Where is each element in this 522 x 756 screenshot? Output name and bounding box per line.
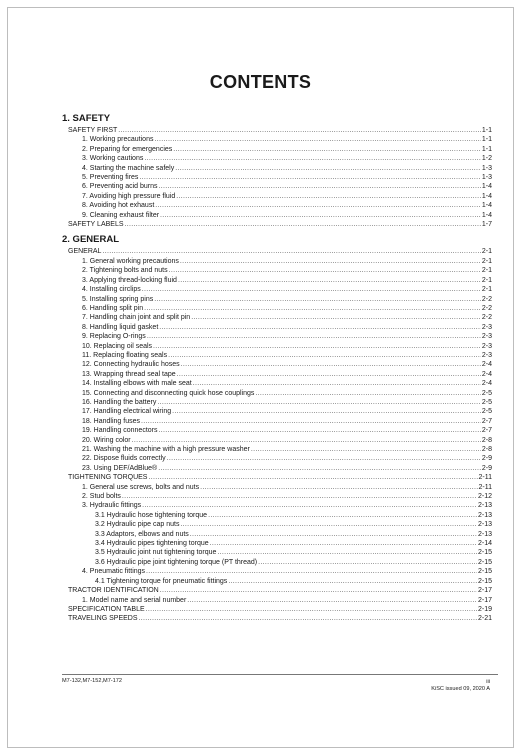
toc-entry-page: 2-2 bbox=[481, 304, 492, 312]
section-heading: 2. GENERAL bbox=[62, 234, 120, 246]
toc-entry-label: SPECIFICATION TABLE bbox=[68, 605, 145, 613]
toc-entry-label: 3. Hydraulic fittings bbox=[82, 502, 142, 510]
dot-leader bbox=[193, 379, 481, 388]
toc-entry-page: 1-4 bbox=[481, 202, 492, 210]
toc-entry-page: 1-4 bbox=[481, 192, 492, 200]
toc-entry-page: 2-8 bbox=[481, 436, 492, 444]
toc-entry[interactable] bbox=[62, 436, 492, 445]
toc-entry-page: 2-12 bbox=[477, 493, 492, 501]
toc-entry-page: 2-5 bbox=[481, 408, 492, 416]
toc-entry[interactable] bbox=[62, 135, 492, 144]
toc-entry-page: 2-2 bbox=[481, 295, 492, 303]
toc-entry-label: 2. Preparing for emergencies bbox=[82, 145, 173, 153]
dot-leader bbox=[172, 407, 481, 416]
toc-entry-label: 4. Pneumatic fittings bbox=[82, 568, 146, 576]
toc-entry-label: 8. Avoiding hot exhaust bbox=[82, 202, 155, 210]
dot-leader bbox=[141, 417, 481, 426]
dot-leader bbox=[154, 135, 480, 144]
toc-entry-label: 12. Connecting hydraulic hoses bbox=[82, 361, 180, 369]
toc-entry-page: 2-15 bbox=[477, 549, 492, 557]
toc-entry-label: 3.1 Hydraulic hose tightening torque bbox=[95, 511, 208, 519]
toc-entry-page: 2-1 bbox=[481, 276, 492, 284]
toc-entry-label: 3.3 Adaptors, elbows and nuts bbox=[95, 530, 189, 538]
dot-leader bbox=[139, 173, 480, 182]
toc-entry-page: 2-11 bbox=[478, 474, 492, 482]
toc-entry-page: 2-11 bbox=[478, 483, 492, 491]
toc-entry-page: 2-5 bbox=[481, 389, 492, 397]
toc-entry-label: 7. Handling chain joint and split pin bbox=[82, 314, 191, 322]
toc-entry[interactable] bbox=[62, 285, 492, 294]
toc-entry[interactable] bbox=[62, 567, 492, 576]
toc-entry-page: 2-4 bbox=[481, 370, 492, 378]
toc-entry[interactable] bbox=[62, 530, 492, 539]
toc-entry[interactable] bbox=[62, 182, 492, 191]
dot-leader bbox=[173, 145, 481, 154]
toc-entry[interactable] bbox=[62, 295, 492, 304]
toc-entry[interactable] bbox=[62, 520, 492, 529]
toc-entry-label: 9. Replacing O-rings bbox=[82, 333, 146, 341]
toc-entry-page: 2-7 bbox=[481, 427, 492, 435]
toc-entry-label: 6. Handling split pin bbox=[82, 304, 144, 312]
toc-entry-label: 14. Installing elbows with male seat bbox=[82, 380, 192, 388]
toc-entry-page: 1-4 bbox=[481, 183, 492, 191]
toc-entry-page: 1-3 bbox=[481, 174, 492, 182]
dot-leader bbox=[208, 511, 477, 520]
dot-leader bbox=[154, 295, 481, 304]
toc-entry-page: 1-1 bbox=[481, 145, 492, 153]
dot-leader bbox=[125, 220, 481, 229]
toc-entry-label: 3. Working cautions bbox=[82, 155, 144, 163]
toc-entry-label: 22. Dispose fluids correctly bbox=[82, 455, 166, 463]
toc-entry[interactable] bbox=[62, 342, 492, 351]
toc-entry[interactable] bbox=[62, 164, 492, 173]
toc-entry[interactable] bbox=[62, 247, 492, 256]
dot-leader bbox=[132, 436, 481, 445]
toc-entry-page: 1-1 bbox=[481, 136, 492, 144]
toc-entry[interactable] bbox=[62, 276, 492, 285]
toc-entry-label: TRAVELING SPEEDS bbox=[68, 615, 138, 623]
toc-entry-page: 2-9 bbox=[481, 464, 492, 472]
dot-leader bbox=[158, 464, 481, 473]
toc-entry[interactable] bbox=[62, 389, 492, 398]
toc-entry[interactable] bbox=[62, 398, 492, 407]
dot-leader bbox=[118, 126, 481, 135]
toc-entry-label: GENERAL bbox=[68, 248, 102, 256]
toc-entry-page: 2-13 bbox=[477, 511, 492, 519]
toc-entry-label: 10. Replacing oil seals bbox=[82, 342, 153, 350]
dot-leader bbox=[160, 211, 481, 220]
dot-leader bbox=[157, 398, 481, 407]
toc-entry-page: 1-1 bbox=[481, 127, 492, 134]
toc-entry-page: 2-8 bbox=[481, 446, 492, 453]
toc-entry-page: 2-15 bbox=[477, 558, 492, 566]
toc-entry-page: 2-3 bbox=[481, 333, 492, 341]
toc-entry-page: 2-13 bbox=[477, 502, 492, 510]
dot-leader bbox=[147, 332, 481, 341]
footer-issue: KiSC issued 09, 2020 A bbox=[431, 686, 490, 692]
toc-entry[interactable] bbox=[62, 379, 492, 388]
toc-entry-page: 2-9 bbox=[481, 455, 492, 463]
toc-entry-page: 1-2 bbox=[481, 155, 492, 163]
dot-leader bbox=[175, 164, 481, 173]
dot-leader bbox=[210, 539, 477, 548]
page-title: CONTENTS bbox=[209, 72, 312, 92]
dot-leader bbox=[251, 445, 481, 454]
dot-leader bbox=[146, 567, 477, 576]
toc-entry-page: 2-15 bbox=[477, 577, 492, 585]
dot-leader bbox=[217, 548, 477, 557]
toc-entry-page: 2-7 bbox=[481, 417, 492, 425]
toc-entry[interactable] bbox=[62, 614, 492, 623]
dot-leader bbox=[187, 596, 477, 605]
dot-leader bbox=[255, 389, 480, 398]
toc-entry-label: TRACTOR IDENTIFICATION bbox=[68, 587, 159, 595]
dot-leader bbox=[180, 257, 481, 266]
footer-page-number: iii bbox=[486, 679, 490, 685]
toc-entry[interactable] bbox=[62, 220, 492, 229]
dot-leader bbox=[159, 426, 481, 435]
toc-entry[interactable] bbox=[62, 323, 492, 332]
dot-leader bbox=[181, 360, 481, 369]
toc-entry-page: 2-3 bbox=[481, 323, 492, 331]
toc-entry[interactable] bbox=[62, 596, 492, 605]
dot-leader bbox=[169, 266, 481, 275]
toc-entry-label: SAFETY LABELS bbox=[68, 221, 124, 229]
toc-entry-label: 2. Tightening bolts and nuts bbox=[82, 267, 168, 275]
toc-entry[interactable] bbox=[62, 492, 492, 501]
dot-leader bbox=[159, 182, 481, 191]
toc-entry-page: 2-1 bbox=[481, 286, 492, 294]
toc-entry-label: 1. General working precautions bbox=[82, 257, 179, 265]
toc-entry-label: TIGHTENING TORQUES bbox=[68, 474, 148, 482]
toc-entry-page: 1-3 bbox=[481, 164, 492, 172]
toc-entry-label: 3.2 Hydraulic pipe cap nuts bbox=[95, 521, 180, 529]
dot-leader bbox=[142, 285, 481, 294]
toc-entry[interactable] bbox=[62, 145, 492, 154]
toc-entry[interactable] bbox=[62, 332, 492, 341]
toc-entry-page: 2-1 bbox=[481, 267, 492, 275]
toc-entry-label: 5. Preventing fires bbox=[82, 174, 139, 182]
dot-leader bbox=[139, 614, 477, 623]
dot-leader bbox=[102, 247, 480, 256]
toc-entry-label: 1. General use screws, bolts and nuts bbox=[82, 483, 200, 491]
footer-models: M7-132,M7-152,M7-172 bbox=[62, 678, 123, 684]
footer-divider bbox=[62, 674, 498, 675]
toc-entry-label: 20. Wiring color bbox=[82, 436, 131, 444]
dot-leader bbox=[180, 520, 477, 529]
toc-entry-page: 2-21 bbox=[477, 615, 492, 623]
section-heading: 1. SAFETY bbox=[62, 113, 111, 124]
dot-leader bbox=[153, 342, 481, 351]
toc-entry[interactable] bbox=[62, 539, 492, 548]
toc-entry-label: 1. Model name and serial number bbox=[82, 596, 187, 604]
toc-entry[interactable] bbox=[62, 201, 492, 210]
toc-entry[interactable] bbox=[62, 605, 492, 614]
document-page bbox=[7, 7, 514, 748]
toc-entry-label: 19. Handling connectors bbox=[82, 427, 158, 435]
dot-leader bbox=[122, 492, 477, 501]
toc-entry-page: 2-1 bbox=[481, 248, 492, 256]
toc-entry[interactable] bbox=[62, 360, 492, 369]
toc-entry-page: 2-19 bbox=[477, 605, 492, 613]
toc-entry-page: 2-17 bbox=[477, 596, 492, 604]
toc-entry-page: 2-15 bbox=[477, 568, 492, 576]
dot-leader bbox=[200, 483, 477, 492]
toc-entry[interactable] bbox=[62, 417, 492, 426]
toc-entry-label: 13. Wrapping thread seal tape bbox=[82, 370, 176, 378]
dot-leader bbox=[146, 605, 477, 614]
toc-entry[interactable] bbox=[62, 426, 492, 435]
toc-entry-label: 15. Connecting and disconnecting quick hose couplings bbox=[82, 389, 255, 397]
toc-entry[interactable] bbox=[62, 313, 492, 322]
table-of-contents bbox=[62, 110, 492, 624]
toc-entry-page: 2-13 bbox=[477, 521, 492, 529]
toc-entry[interactable] bbox=[62, 173, 492, 182]
toc-entry-label: 3.4 Hydraulic pipes tightening torque bbox=[95, 540, 209, 548]
toc-entry-page: 2-3 bbox=[481, 351, 492, 359]
toc-entry-label: 17. Handling electrical wiring bbox=[82, 408, 172, 416]
toc-entry-page: 2-3 bbox=[481, 342, 492, 350]
dot-leader bbox=[148, 473, 477, 482]
toc-entry-label: 1. Working precautions bbox=[82, 136, 154, 144]
toc-entry-label: 5. Installing spring pins bbox=[82, 295, 154, 303]
toc-entry-label: 23. Using DEF/AdBlue® bbox=[82, 464, 158, 472]
toc-entry-page: 2-14 bbox=[477, 540, 492, 548]
toc-entry-label: 16. Handling the battery bbox=[82, 398, 157, 406]
dot-leader bbox=[258, 558, 477, 567]
toc-entry[interactable] bbox=[62, 501, 492, 510]
dot-leader bbox=[160, 586, 477, 595]
toc-entry[interactable] bbox=[62, 154, 492, 163]
dot-leader bbox=[144, 304, 481, 313]
dot-leader bbox=[155, 201, 481, 210]
toc-entry-label: 6. Preventing acid burns bbox=[82, 183, 158, 191]
dot-leader bbox=[191, 313, 481, 322]
toc-entry[interactable] bbox=[62, 304, 492, 313]
toc-entry[interactable] bbox=[62, 558, 492, 567]
toc-entry[interactable] bbox=[62, 511, 492, 520]
dot-leader bbox=[167, 454, 481, 463]
toc-entry[interactable] bbox=[62, 126, 492, 135]
toc-entry-label: 7. Avoiding high pressure fluid bbox=[82, 192, 176, 200]
toc-entry-page: 2-1 bbox=[481, 257, 492, 265]
toc-entry-label: 4.1 Tightening torque for pneumatic fittings bbox=[95, 577, 228, 585]
toc-entry-label: 3.6 Hydraulic pipe joint tightening torque (PT thread) bbox=[95, 558, 258, 566]
toc-entry-page: 1-7 bbox=[481, 221, 492, 229]
toc-entry-label: 3.5 Hydraulic joint nut tightening torque bbox=[95, 549, 217, 557]
toc-entry[interactable] bbox=[62, 257, 492, 266]
toc-entry[interactable] bbox=[62, 586, 492, 595]
toc-entry[interactable] bbox=[62, 445, 492, 454]
toc-entry[interactable] bbox=[62, 454, 492, 463]
toc-entry-label: 4. Starting the machine safely bbox=[82, 164, 175, 172]
toc-entry-label: 3. Applying thread-locking fluid bbox=[82, 276, 177, 284]
toc-entry[interactable] bbox=[62, 577, 492, 586]
toc-entry-page: 2-13 bbox=[477, 530, 492, 538]
dot-leader bbox=[159, 323, 481, 332]
toc-entry[interactable] bbox=[62, 192, 492, 201]
toc-entry-label: 2. Stud bolts bbox=[82, 493, 121, 501]
toc-entry[interactable] bbox=[62, 464, 492, 473]
toc-entry-page: 2-17 bbox=[477, 587, 492, 595]
toc-entry-label: 21. Washing the machine with a high pressure washer bbox=[82, 446, 250, 453]
toc-entry[interactable] bbox=[62, 370, 492, 379]
toc-entry-page: 2-5 bbox=[481, 398, 492, 406]
toc-entry-label: SAFETY FIRST bbox=[68, 127, 118, 134]
toc-entry[interactable] bbox=[62, 407, 492, 416]
toc-entry[interactable] bbox=[62, 483, 492, 492]
toc-entry[interactable] bbox=[62, 548, 492, 557]
toc-entry-label: 4. Installing circlips bbox=[82, 286, 141, 294]
toc-entry-label: 11. Replacing floating seals bbox=[82, 351, 168, 359]
footer-right bbox=[431, 679, 490, 693]
toc-entry[interactable] bbox=[62, 351, 492, 360]
dot-leader bbox=[168, 351, 481, 360]
toc-entry-label: 8. Handling liquid gasket bbox=[82, 323, 159, 331]
dot-leader bbox=[142, 501, 477, 510]
toc-entry-page: 1-4 bbox=[481, 211, 492, 219]
toc-entry-page: 2-2 bbox=[481, 314, 492, 322]
toc-entry-label: 18. Handling fuses bbox=[82, 417, 140, 425]
dot-leader bbox=[190, 530, 477, 539]
dot-leader bbox=[228, 577, 477, 586]
dot-leader bbox=[176, 192, 481, 201]
toc-entry[interactable] bbox=[62, 211, 492, 220]
toc-entry-page: 2-4 bbox=[481, 380, 492, 388]
toc-entry[interactable] bbox=[62, 473, 492, 482]
dot-leader bbox=[144, 154, 481, 163]
toc-entry-page: 2-4 bbox=[481, 361, 492, 369]
toc-entry-label: 9. Cleaning exhaust filter bbox=[82, 211, 160, 219]
dot-leader bbox=[177, 370, 481, 379]
toc-entry[interactable] bbox=[62, 266, 492, 275]
dot-leader bbox=[178, 276, 481, 285]
